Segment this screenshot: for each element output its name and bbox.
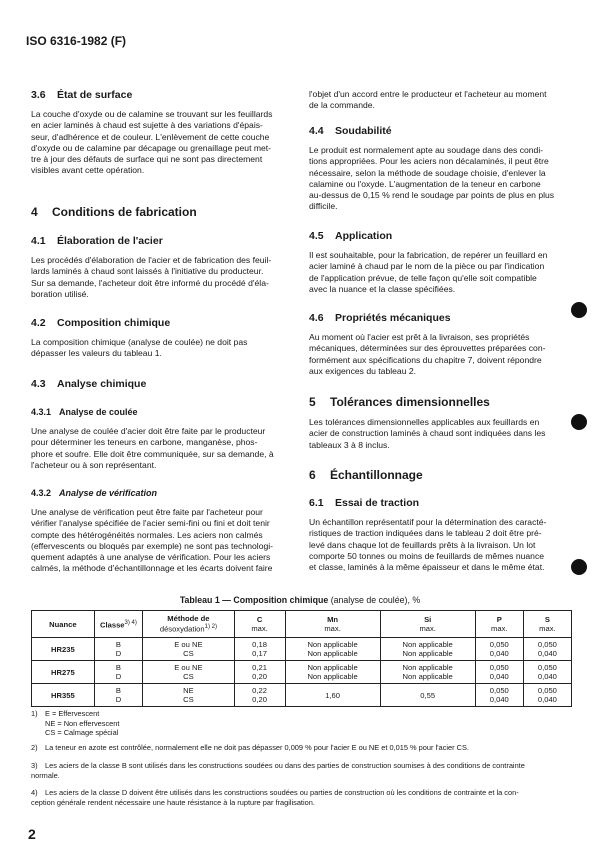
section-heading: 4.3.2 Analyse de vérification <box>31 488 158 498</box>
section-heading: 4.2 Composition chimique <box>31 317 171 329</box>
text-line: visibles avant cette opération. <box>31 165 145 176</box>
table-cell-s: 0,050 0,040 <box>523 684 571 707</box>
section-4-3-2 <box>31 488 291 574</box>
section-3-6 <box>31 90 291 176</box>
section-4 <box>31 207 291 218</box>
header-sub: max. <box>419 624 436 633</box>
header-sub: max. <box>251 624 268 633</box>
text-line: Un échantillon représentatif pour la détermination des caracté- <box>309 517 547 528</box>
text-line: acier de construction laminés à chaud sont indiquées dans les <box>309 428 546 439</box>
table-cell-mn: 1,60 <box>285 684 380 707</box>
text-line: Les tolérances dimensionnelles applicables aux feuillards en <box>309 417 540 428</box>
paragraph <box>31 426 291 471</box>
header-sub: max. <box>539 624 556 633</box>
table-header-cell <box>285 611 380 638</box>
section-heading: 4.4 Soudabilité <box>309 125 392 137</box>
header-sub: max. <box>491 624 508 633</box>
table-header-cell <box>94 611 142 638</box>
section-4-3-1 <box>31 407 291 471</box>
text-line: Le produit est normalement apte au soudage dans des condi- <box>309 145 544 156</box>
section-heading: 4.5 Application <box>309 230 393 242</box>
table-cell-nuance: HR355 <box>32 684 95 707</box>
text-line: Au moment où l'acier est prêt à la livraison, ses propriétés <box>309 332 530 343</box>
header-main: Classe <box>100 620 125 630</box>
table-row <box>32 684 572 707</box>
paragraph <box>309 145 571 212</box>
paragraph <box>31 255 291 300</box>
table-cell-mn: Non applicable Non applicable <box>285 661 380 684</box>
text-line: compte des hétérogénéités normales. Les aciers non calmés <box>31 529 263 540</box>
table-header-cell <box>475 611 523 638</box>
text-line: Une analyse de coulée d'acier doit être faite par le producteur <box>31 426 266 437</box>
text-line: au-dessus de 0,15 % rend le soudage par points de plus en plus <box>309 190 555 201</box>
margin-bullet-icon <box>571 302 587 318</box>
section-heading: 6.1 Essai de traction <box>309 497 420 509</box>
header-sub: désoxydation <box>159 624 205 634</box>
table-row <box>32 638 572 661</box>
footnote-3: 3) Les aciers de la classe B sont utilisés dans les constructions soudées ou dans des parties de construction soumises à des conditions de contrainte normale. <box>31 761 525 780</box>
table-caption: Tableau 1 — Composition chimique (analyse de coulée), % <box>179 595 421 605</box>
table-cell-p: 0,050 0,040 <box>475 638 523 661</box>
section-6-1 <box>309 498 571 573</box>
paragraph <box>31 109 291 176</box>
section-4-3 <box>31 379 291 390</box>
text-line: pour déterminer les teneurs en carbone, manganèse, phos- <box>31 437 258 448</box>
text-line: La composition chimique (analyse de coulée) ne doit pas <box>31 337 248 348</box>
text-line: d'oxyde ou de calamine par décapage ou grenaillage peut met- <box>31 142 272 153</box>
header-footnote-ref: 3) 4) <box>124 619 137 626</box>
text-line: dépasser les valeurs du tableau 1. <box>31 348 162 359</box>
table-cell-c: 0,18 0,17 <box>234 638 285 661</box>
margin-bullet-icon <box>571 559 587 575</box>
section-4-2 <box>31 318 291 360</box>
table-cell-si: Non applicable Non applicable <box>380 638 475 661</box>
text-line: de la commande. <box>309 100 375 111</box>
table-header-row <box>32 611 572 638</box>
text-line: comporte 50 tonnes ou moins de feuillards de mêmes nuance <box>309 550 545 561</box>
paragraph <box>309 89 571 111</box>
text-line: l'objet d'un accord entre le producteur et l'acheteur au moment <box>309 89 547 99</box>
footnote-2: 2) La teneur en azote est contrôlée, normalement elle ne doit pas dépasser 0,009 % pour l'acier E ou NE et 0,015 % pour l'acier CS. <box>31 743 469 752</box>
text-line: calmés, la méthode d'échantillonnage et les écarts doivent faire <box>31 563 273 574</box>
header-main: P <box>496 615 502 624</box>
text-line: calamine ou l'oxyde. L'augmentation de la teneur en carbone <box>309 178 541 189</box>
section-heading: 4 Conditions de fabrication <box>31 205 197 219</box>
document-header: ISO 6316-1982 (F) <box>26 34 127 48</box>
table-cell-classe: B D <box>94 661 142 684</box>
header-main: Nuance <box>49 619 77 629</box>
paragraph <box>309 417 571 451</box>
text-line: en acier laminés à chaud est sujette à des variations d'épais- <box>31 120 263 131</box>
table-header-cell <box>143 611 234 638</box>
section-heading: 4.6 Propriétés mécaniques <box>309 312 451 324</box>
text-line: Les procédés d'élaboration de l'acier et de fabrication des feuil- <box>31 255 272 266</box>
table-row <box>32 661 572 684</box>
table-cell-c: 0,22 0,20 <box>234 684 285 707</box>
table-cell-si: Non applicable Non applicable <box>380 661 475 684</box>
text-line: et classe, laminés à la même épaisseur et dans le même état. <box>309 562 545 573</box>
section-heading: 6 Échantillonnage <box>309 468 423 482</box>
text-line: l'acheteur ou à son représentant. <box>31 459 157 470</box>
table-cell-nuance: HR235 <box>32 638 95 661</box>
text-line: La couche d'oxyde ou de calamine se trouvant sur les feuillards <box>31 109 273 120</box>
section-4-6 <box>309 313 571 377</box>
text-line: acier laminé à chaud par le nom de la pièce ou par l'indication <box>309 261 545 272</box>
text-line: Il est souhaitable, pour la fabrication, de repérer un feuillard en <box>309 250 548 261</box>
margin-bullet-icon <box>571 414 587 430</box>
table-cell-methode: E ou NE CS <box>143 638 234 661</box>
header-main: C <box>256 615 263 624</box>
section-4-1 <box>31 236 291 300</box>
text-line: difficile. <box>309 201 338 212</box>
table-cell-c: 0,21 0,20 <box>234 661 285 684</box>
table-cell-p: 0,050 0,040 <box>475 661 523 684</box>
table-cell-methode: E ou NE CS <box>143 661 234 684</box>
section-heading: 5 Tolérances dimensionnelles <box>309 395 490 409</box>
footnote-4: 4) Les aciers de la classe D doivent être utilisés dans les constructions soudées ou parties de construction où les conditions de contrainte et la con- ception générale rendent nécessaire une haute résistance à la rupture par fragilisation. <box>31 788 519 807</box>
text-line: nécessaire, selon la méthode de soudage choisie, d'enlever la <box>309 167 546 178</box>
text-line: tions appropriées. Pour les aciers non décalaminés, il peut être <box>309 156 549 167</box>
text-line: levé dans chaque lot de feuillards prêts à la livraison. Un lot <box>309 539 536 550</box>
text-line: vérifier l'analyse spécifiée de l'acier semi-fini ou fini et doit tenir <box>31 518 270 529</box>
text-line: ristiques de traction indiquées dans le tableau 2 doit être pré- <box>309 528 542 539</box>
text-line: (effervescents ou bloqués par exemple) ne sont pas technologi- <box>31 540 274 551</box>
header-sub: max. <box>324 624 341 633</box>
text-line: quement adaptés à une analyse de vérification. Pour les aciers <box>31 552 271 563</box>
header-main: Méthode de <box>167 614 210 624</box>
section-4-4 <box>309 126 571 212</box>
section-5 <box>309 397 571 451</box>
footnote-1: 1) E = Effervescent NE = Non effervescent CS = Calmage spécial <box>31 709 120 738</box>
table-cell-s: 0,050 0,040 <box>523 661 571 684</box>
table-header-cell <box>32 611 95 638</box>
section-heading: 4.3.1 Analyse de coulée <box>31 407 138 417</box>
composition-table <box>31 610 572 707</box>
paragraph <box>309 332 571 377</box>
header-main: Mn <box>327 615 339 624</box>
header-main: Si <box>424 615 432 624</box>
text-line: phore et soufre. Elle doit être communiquée, sur sa demande, à <box>31 448 274 459</box>
text-line: seur, d'adhérence et de couleur. L'enlèvement de cette couche <box>31 131 270 142</box>
text-line: tableaux 3 à 8 inclus. <box>309 439 390 450</box>
table-cell-si: 0,55 <box>380 684 475 707</box>
table-cell-p: 0,050 0,040 <box>475 684 523 707</box>
table-header-cell <box>234 611 285 638</box>
text-line: aux exigences du tableau 2. <box>309 365 417 376</box>
paragraph <box>31 507 291 574</box>
header-main: S <box>544 615 550 624</box>
text-line: mécaniques, déterminées sur des éprouvettes préparées con- <box>309 343 546 354</box>
page-number: 2 <box>28 826 36 842</box>
text-line: Sur sa demande, l'acheteur doit être informé du procédé d'éla- <box>31 277 269 288</box>
table-cell-classe: B D <box>94 638 142 661</box>
table-header-cell <box>523 611 571 638</box>
header-footnote-ref: 1) 2) <box>204 624 217 631</box>
text-line: formément aux spécifications du chapitre 7, doivent répondre <box>309 354 542 365</box>
section-heading: 4.3 Analyse chimique <box>31 378 147 390</box>
table-header-cell <box>380 611 475 638</box>
table-cell-s: 0,050 0,040 <box>523 638 571 661</box>
section-4-5 <box>309 231 571 295</box>
section-6 <box>309 470 571 481</box>
text-line: tre à jour des défauts de surface qui ne sont pas directement <box>31 154 263 165</box>
section-heading: 3.6 État de surface <box>31 89 133 101</box>
table-cell-methode: NE CS <box>143 684 234 707</box>
paragraph <box>309 517 571 573</box>
text-line: avec la nuance et la classe spécifiées. <box>309 283 456 294</box>
table-cell-mn: Non applicable Non applicable <box>285 638 380 661</box>
table-cell-nuance: HR275 <box>32 661 95 684</box>
table-body <box>32 638 572 707</box>
paragraph <box>31 337 291 359</box>
paragraph <box>309 250 571 295</box>
section-continuation <box>309 89 571 111</box>
section-heading: 4.1 Élaboration de l'acier <box>31 235 163 247</box>
text-line: Une analyse de vérification peut être faite par l'acheteur pour <box>31 507 263 518</box>
table-cell-classe: B D <box>94 684 142 707</box>
text-line: de l'application prévue, de telle façon qu'elle soit compatible <box>309 272 537 283</box>
text-line: boration utilisé. <box>31 288 89 299</box>
text-line: lards laminés à chaud sont laissés à l'initiative du producteur. <box>31 266 264 277</box>
